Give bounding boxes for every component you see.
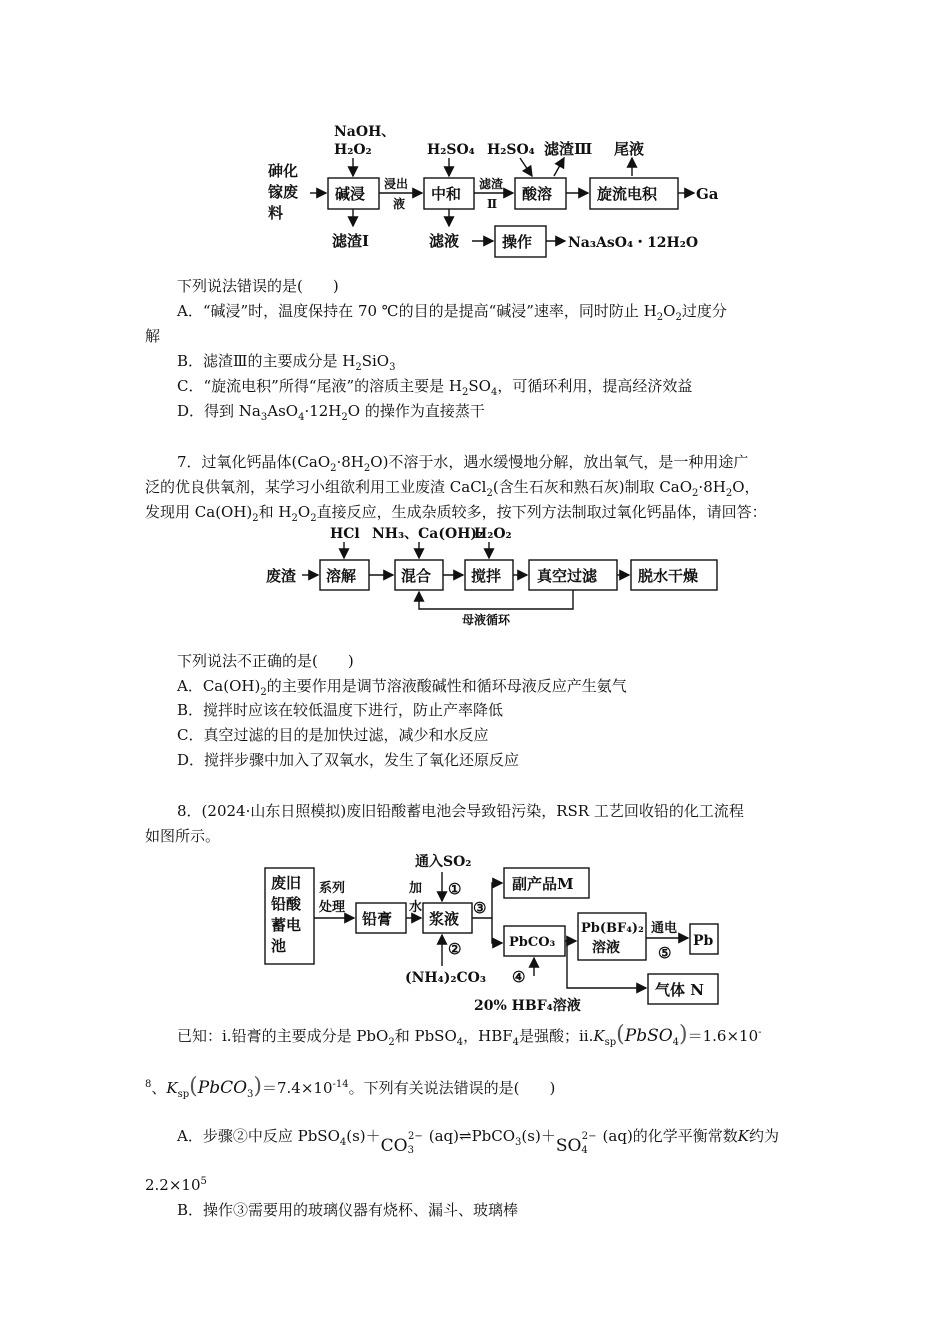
svg-text:废旧: 废旧 bbox=[271, 874, 302, 892]
svg-text:Ⅱ: Ⅱ bbox=[487, 197, 498, 211]
q8-text-1: 8．(2024·山东日照模拟)废旧铅酸蓄电池会导致铅污染，RSR 工艺回收铅的化工流程 bbox=[177, 802, 744, 820]
svg-text:20% HBF₄溶液: 20% HBF₄溶液 bbox=[474, 998, 581, 1014]
flowchart-gallium bbox=[262, 118, 722, 260]
q7-option-a: A．$Ca(OH)_2$的主要作用是调节溶液酸碱性和循环母液反应产生氨气 bbox=[177, 677, 627, 698]
svg-text:Pb(BF₄)₂: Pb(BF₄)₂ bbox=[581, 921, 644, 936]
svg-text:Na₃AsO₄・12H₂O: Na₃AsO₄・12H₂O bbox=[568, 235, 699, 251]
svg-text:碱浸: 碱浸 bbox=[335, 185, 366, 203]
svg-text:浸出: 浸出 bbox=[384, 177, 409, 191]
input-label: 砷化 bbox=[268, 162, 299, 180]
q8-known-cont: $^8$、$K_{sp}(PbCO_3)=7.4\times 10^{-14}$。下列有关说法错误的是( ) bbox=[145, 1074, 556, 1100]
svg-text:⑤: ⑤ bbox=[658, 944, 672, 962]
svg-text:旋流电积: 旋流电积 bbox=[597, 185, 658, 203]
svg-text:滤液: 滤液 bbox=[429, 232, 460, 250]
svg-text:铅膏: 铅膏 bbox=[362, 910, 393, 928]
svg-text:HCl: HCl bbox=[330, 526, 360, 542]
svg-text:操作: 操作 bbox=[502, 233, 533, 251]
svg-text:混合: 混合 bbox=[401, 567, 432, 585]
svg-text:系列: 系列 bbox=[319, 881, 346, 896]
q8-option-b: B．操作③需要用的玻璃仪器有烧杯、漏斗、玻璃棒 bbox=[177, 1201, 519, 1219]
svg-text:NaOH、: NaOH、 bbox=[334, 124, 396, 140]
svg-text:浆液: 浆液 bbox=[429, 910, 460, 928]
svg-text:通电: 通电 bbox=[651, 921, 678, 936]
svg-text:水: 水 bbox=[409, 900, 423, 915]
q7-text-3: 发现用 $Ca(OH)_2$和 $H_2O_2$直接反应，生成杂质较多，按下列方法制取过氧化钙晶体，请回答： bbox=[145, 503, 767, 524]
svg-text:滤渣Ⅲ: 滤渣Ⅲ bbox=[544, 140, 593, 158]
q7-text-1: 7．过氧化钙晶体$(CaO_2\cdot 8H_2O)$不溶于水，遇水缓慢地分解，放出氧气，是一种用途广 bbox=[177, 453, 749, 474]
svg-text:中和: 中和 bbox=[431, 185, 462, 203]
q8-option-a: A．步骤②中反应 $PbSO_4(s)+CO_32-$ $(aq)\rightleftharpoons PbCO_3(s)+SO_42- (aq)$的化学平衡常数K约为 bbox=[177, 1127, 780, 1156]
svg-text:处理: 处理 bbox=[319, 900, 346, 915]
svg-text:H₂SO₄: H₂SO₄ bbox=[427, 142, 475, 158]
svg-text:池: 池 bbox=[271, 937, 287, 955]
input-label: 镓废 bbox=[268, 183, 299, 201]
q6-option-a-cont: 解 bbox=[145, 327, 161, 345]
q6-option-b: B．滤渣Ⅲ的主要成分是 $H_2SiO_3$ bbox=[177, 352, 396, 373]
svg-text:H₂SO₄: H₂SO₄ bbox=[487, 142, 535, 158]
svg-text:H₂O₂: H₂O₂ bbox=[474, 526, 512, 542]
flowchart-calcium-peroxide bbox=[262, 520, 722, 632]
q8-option-a-cont: $2.2\times 10^5$ bbox=[145, 1176, 207, 1194]
svg-text:通入SO₂: 通入SO₂ bbox=[415, 854, 472, 870]
q7-text-2: 泛的优良供氧剂，某学习小组欲利用工业废渣 CaCl$_2$(含生石灰和熟石灰)制取 $CaO_2\cdot 8H_2O$， bbox=[145, 478, 760, 499]
q7-option-b: B．搅拌时应该在较低温度下进行，防止产率降低 bbox=[177, 701, 504, 719]
svg-text:滤渣: 滤渣 bbox=[479, 177, 504, 191]
svg-text:副产品M: 副产品M bbox=[512, 875, 574, 893]
svg-text:滤渣Ⅰ: 滤渣Ⅰ bbox=[332, 232, 370, 250]
svg-text:溶液: 溶液 bbox=[592, 940, 620, 956]
svg-text:加: 加 bbox=[409, 881, 423, 896]
svg-text:液: 液 bbox=[393, 197, 406, 211]
svg-text:铅酸: 铅酸 bbox=[271, 895, 302, 913]
q7-stem: 下列说法不正确的是( ) bbox=[177, 652, 354, 670]
svg-text:②: ② bbox=[448, 940, 462, 958]
svg-text:蓄电: 蓄电 bbox=[271, 916, 302, 934]
svg-text:PbCO₃: PbCO₃ bbox=[509, 935, 556, 950]
q6-option-a: A．“碱浸”时，温度保持在 70 ℃的目的是提高“碱浸”速率，同时防止 $H_2O_2$过度分 bbox=[177, 302, 727, 323]
svg-text:H₂O₂: H₂O₂ bbox=[334, 142, 372, 158]
svg-text:脱水干燥: 脱水干燥 bbox=[638, 567, 699, 585]
q6-stem: 下列说法错误的是( ) bbox=[177, 277, 339, 295]
svg-text:尾液: 尾液 bbox=[614, 140, 645, 158]
svg-text:(NH₄)₂CO₃: (NH₄)₂CO₃ bbox=[405, 970, 487, 986]
svg-text:Pb: Pb bbox=[693, 933, 714, 949]
svg-text:酸溶: 酸溶 bbox=[522, 185, 553, 203]
svg-text:搅拌: 搅拌 bbox=[471, 567, 502, 585]
q6-option-c: C．“旋流电积”所得“尾液”的溶质主要是 $H_2SO_4$，可循环利用，提高经济效益 bbox=[177, 377, 693, 398]
svg-text:气体 N: 气体 N bbox=[655, 981, 704, 999]
q7-option-c: C．真空过滤的目的是加快过滤，减少和水反应 bbox=[177, 726, 489, 744]
q8-text-2: 如图所示。 bbox=[145, 827, 221, 845]
svg-text:溶解: 溶解 bbox=[326, 567, 357, 585]
svg-text:母液循环: 母液循环 bbox=[462, 613, 511, 627]
svg-text:①: ① bbox=[448, 880, 462, 898]
svg-text:真空过滤: 真空过滤 bbox=[537, 567, 598, 585]
svg-text:④: ④ bbox=[512, 968, 526, 986]
svg-text:③: ③ bbox=[473, 899, 487, 917]
q6-option-d: D．得到 $Na_3AsO_4\cdot 12H_2O$ 的操作为直接蒸干 bbox=[177, 402, 485, 423]
input-label: 料 bbox=[268, 204, 284, 222]
flowchart-lead-recovery bbox=[262, 846, 722, 1016]
svg-text:Ga: Ga bbox=[696, 185, 719, 203]
q8-known: 已知：ⅰ.铅膏的主要成分是 PbO$_2$和 PbSO$_4$，$HBF_4$是强酸；$ⅱ.K_{sp}(PbSO_4)=1.6\times 10^-$ bbox=[177, 1022, 762, 1048]
svg-text:废渣: 废渣 bbox=[266, 567, 297, 585]
svg-text:NH₃、Ca(OH)₂: NH₃、Ca(OH)₂ bbox=[372, 526, 484, 542]
q7-option-d: D．搅拌步骤中加入了双氧水，发生了氧化还原反应 bbox=[177, 751, 520, 769]
